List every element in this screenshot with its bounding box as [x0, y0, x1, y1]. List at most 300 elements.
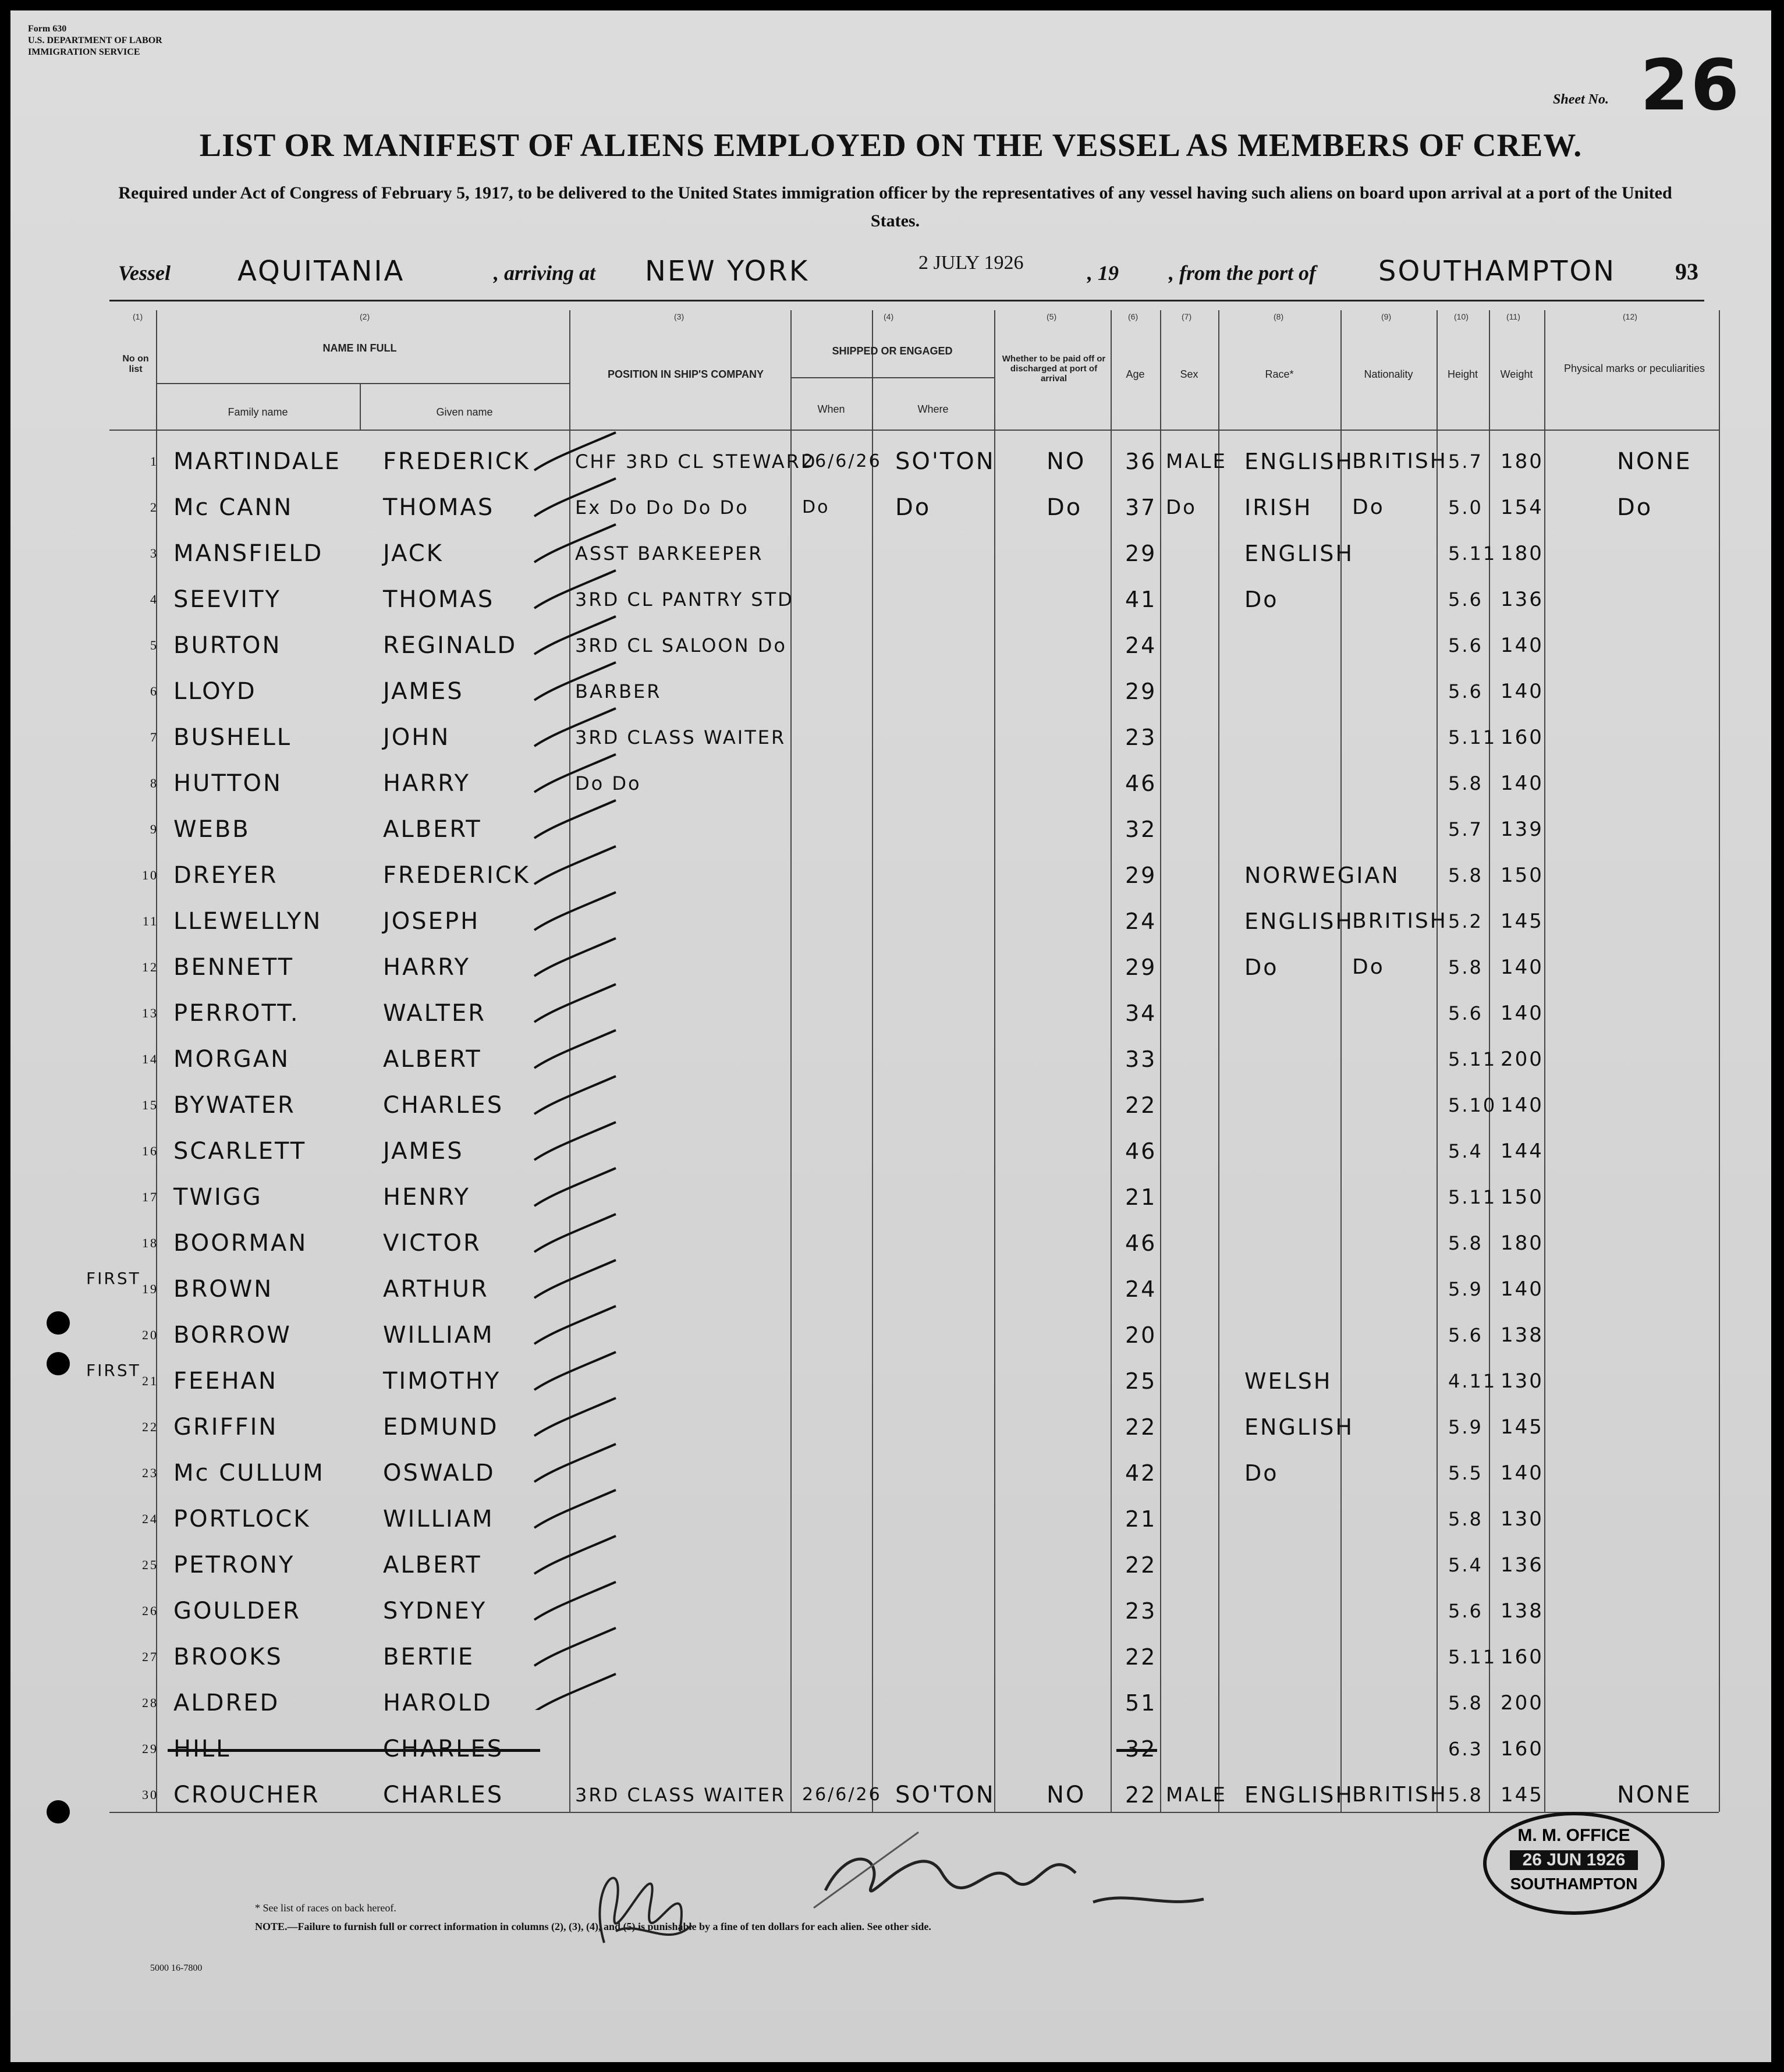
cell-given: TIMOTHY: [383, 1368, 501, 1395]
cell-position: BARBER: [575, 680, 662, 703]
cell-age: 34: [1125, 1000, 1157, 1026]
cell-paid: Do: [1047, 494, 1083, 521]
row-number: 1: [150, 454, 158, 469]
cell-age: 22: [1125, 1414, 1157, 1440]
colnum-8: (8): [1274, 312, 1284, 321]
col-family-name: Family name: [228, 406, 288, 418]
check-stroke: [534, 1674, 616, 1710]
crew-row: [10, 1404, 1771, 1450]
cell-given: CHARLES: [383, 1092, 504, 1119]
manifest-sheet: [10, 10, 1771, 2062]
check-stroke: [534, 1536, 616, 1574]
check-stroke: [534, 1398, 616, 1436]
page-reference: 93: [1675, 258, 1698, 285]
cell-weight: 160: [1501, 726, 1544, 749]
department-name: U.S. DEPARTMENT OF LABOR: [28, 36, 162, 45]
arrival-port: NEW YORK: [645, 255, 810, 288]
punch-hole: [47, 1311, 70, 1335]
port-of-label: , from the port of: [1169, 261, 1317, 285]
cell-where: Do: [895, 494, 931, 521]
cell-height: 5.11: [1448, 1048, 1497, 1070]
cell-given: FREDERICK: [383, 448, 530, 475]
cell-given: WILLIAM: [383, 1506, 494, 1532]
crew-row: [10, 1680, 1771, 1726]
cell-age: 29: [1125, 541, 1157, 566]
cell-given: JOHN: [383, 724, 451, 751]
cell-family: ALDRED: [173, 1690, 280, 1716]
cell-height: 5.8: [1448, 1692, 1483, 1714]
manifest-title: LIST OR MANIFEST OF ALIENS EMPLOYED ON THE VESSEL AS MEMBERS OF CREW.: [199, 127, 1583, 164]
cell-age: 22: [1125, 1782, 1157, 1808]
check-stroke: [534, 984, 616, 1022]
crew-row: [10, 1634, 1771, 1680]
row-number: 28: [142, 1695, 158, 1710]
check-stroke: [534, 1076, 616, 1114]
row-number: 23: [142, 1466, 158, 1480]
col-position: POSITION IN SHIP'S COMPANY: [608, 368, 764, 380]
cell-given: EDMUND: [383, 1414, 499, 1441]
cell-sex: Do: [1166, 496, 1197, 519]
cell-height: 5.6: [1448, 1600, 1483, 1622]
cell-age: 24: [1125, 1276, 1157, 1302]
cell-height: 5.6: [1448, 1002, 1483, 1024]
cell-height: 5.8: [1448, 772, 1483, 794]
cell-family: HILL: [173, 1736, 231, 1762]
cell-height: 5.4: [1448, 1554, 1483, 1576]
row-number: 21: [142, 1374, 158, 1388]
cell-race: Do: [1244, 955, 1279, 980]
cell-marks: NONE: [1617, 1782, 1692, 1808]
cell-when: 26/6/26: [802, 451, 882, 471]
check-stroke: [534, 1582, 616, 1620]
strike-through: [1116, 1749, 1157, 1752]
cell-given: ALBERT: [383, 1046, 482, 1073]
row-number: 4: [150, 592, 158, 606]
header-bottom-rule: [109, 430, 1719, 431]
cell-race: Do: [1244, 587, 1279, 612]
cell-height: 5.4: [1448, 1140, 1483, 1162]
cell-given: OSWALD: [383, 1460, 495, 1486]
cell-given: FREDERICK: [383, 862, 530, 889]
cell-marks: Do: [1617, 494, 1653, 521]
cell-given: ARTHUR: [383, 1276, 489, 1303]
cell-height: 5.11: [1448, 542, 1497, 565]
colnum-10: (10): [1454, 312, 1469, 321]
cell-weight: 140: [1501, 1094, 1544, 1117]
cell-age: 22: [1125, 1644, 1157, 1670]
cell-weight: 144: [1501, 1140, 1544, 1163]
cell-position: Do Do: [575, 772, 641, 794]
cell-sex: MALE: [1166, 1783, 1228, 1807]
row-number: 20: [142, 1328, 158, 1342]
cell-family: BURTON: [173, 632, 282, 659]
crew-row: [10, 1036, 1771, 1083]
colnum-9: (9): [1381, 312, 1392, 321]
colnum-6: (6): [1128, 312, 1139, 321]
cell-weight: 136: [1501, 588, 1544, 611]
cell-family: WEBB: [173, 816, 250, 843]
cell-weight: 145: [1501, 1415, 1544, 1439]
crew-row: [10, 530, 1771, 577]
cell-family: CROUCHER: [173, 1782, 320, 1808]
col-race: Race*: [1265, 368, 1294, 380]
cell-height: 5.2: [1448, 910, 1483, 932]
check-stroke: [534, 892, 616, 930]
crew-row: [10, 806, 1771, 853]
crew-row: [10, 1496, 1771, 1542]
col-weight: Weight: [1500, 368, 1533, 380]
cell-height: 5.7: [1448, 818, 1483, 840]
cell-weight: 130: [1501, 1369, 1544, 1393]
punch-hole: [47, 1352, 70, 1375]
cell-weight: 140: [1501, 1461, 1544, 1485]
check-stroke: [534, 478, 616, 516]
row-number: 5: [150, 638, 158, 652]
colnum-1: (1): [133, 312, 143, 321]
sheet-number: 26: [1640, 45, 1741, 126]
colnum-2: (2): [360, 312, 370, 321]
cell-position: Ex Do Do Do Do: [575, 496, 749, 519]
colnum-5: (5): [1047, 312, 1057, 321]
form-number: Form 630: [28, 24, 67, 34]
cell-marks: NONE: [1617, 448, 1692, 475]
cell-given: ALBERT: [383, 1552, 482, 1578]
crew-row: [10, 1450, 1771, 1496]
cell-height: 5.6: [1448, 1324, 1483, 1346]
cell-age: 33: [1125, 1046, 1157, 1072]
cell-nationality: BRITISH: [1352, 449, 1448, 473]
cell-height: 5.9: [1448, 1278, 1483, 1300]
cell-family: PETRONY: [173, 1552, 295, 1578]
cell-weight: 140: [1501, 634, 1544, 657]
check-stroke: [534, 1214, 616, 1252]
cell-age: 46: [1125, 1230, 1157, 1256]
cell-family: BENNETT: [173, 954, 294, 981]
cell-given: CHARLES: [383, 1782, 504, 1808]
cell-given: JOSEPH: [383, 908, 480, 935]
cell-given: WALTER: [383, 1000, 487, 1027]
check-stroke: [534, 1444, 616, 1482]
cell-given: HARRY: [383, 954, 470, 981]
row-number: 25: [142, 1557, 158, 1572]
col-no-on-list: No on list: [122, 354, 149, 374]
cell-weight: 140: [1501, 680, 1544, 703]
cell-when: Do: [802, 497, 830, 517]
cell-height: 5.8: [1448, 1508, 1483, 1530]
crew-row: [10, 898, 1771, 945]
cell-when: 26/6/26: [802, 1784, 882, 1805]
cell-where: SO'TON: [895, 1782, 995, 1808]
check-stroke: [534, 1260, 616, 1298]
cell-height: 5.8: [1448, 864, 1483, 886]
row-number: 15: [142, 1098, 158, 1112]
cell-age: 41: [1125, 587, 1157, 612]
cell-weight: 180: [1501, 542, 1544, 565]
cell-weight: 140: [1501, 1278, 1544, 1301]
stamp-office: M. M. OFFICE: [1517, 1826, 1630, 1845]
cell-age: 20: [1125, 1322, 1157, 1348]
cell-family: GRIFFIN: [173, 1414, 278, 1441]
check-stroke: [534, 1490, 616, 1528]
cell-weight: 154: [1501, 496, 1544, 519]
cell-age: 32: [1125, 817, 1157, 842]
cell-given: CHARLES: [383, 1736, 504, 1762]
cell-family: GOULDER: [173, 1598, 301, 1624]
cell-family: DREYER: [173, 862, 278, 889]
cell-given: JACK: [383, 540, 444, 567]
cell-nationality: BRITISH: [1352, 909, 1448, 933]
check-stroke: [534, 754, 616, 792]
cell-age: 29: [1125, 955, 1157, 980]
colnum-12: (12): [1623, 312, 1637, 321]
cell-paid: NO: [1047, 1782, 1086, 1808]
crew-row: [10, 1128, 1771, 1175]
crew-row: [10, 576, 1771, 623]
row-number: 27: [142, 1649, 158, 1664]
cell-weight: 180: [1501, 450, 1544, 473]
cell-race: Do: [1244, 1460, 1279, 1486]
row-number: 13: [142, 1006, 158, 1020]
sheet-label: Sheet No.: [1553, 92, 1609, 107]
check-stroke: [534, 708, 616, 746]
cell-age: 24: [1125, 909, 1157, 934]
check-stroke: [534, 1352, 616, 1390]
col-where: Where: [917, 403, 949, 415]
cell-height: 5.11: [1448, 1646, 1497, 1668]
cell-family: MARTINDALE: [173, 448, 341, 475]
cell-race: ENGLISH: [1244, 541, 1354, 566]
cell-nationality: Do: [1352, 955, 1385, 979]
cell-where: SO'TON: [895, 448, 995, 475]
cell-weight: 145: [1501, 1783, 1544, 1807]
cell-sex: MALE: [1166, 450, 1228, 473]
crew-row: [10, 1542, 1771, 1588]
form-header-block: [28, 23, 162, 58]
colnum-7: (7): [1182, 312, 1192, 321]
cell-age: 29: [1125, 863, 1157, 888]
check-stroke: [534, 616, 616, 654]
check-stroke: [534, 524, 616, 562]
crew-row: [10, 1082, 1771, 1129]
crew-row: [10, 1174, 1771, 1221]
row-number: 8: [150, 776, 158, 790]
crew-row: [10, 1220, 1771, 1266]
cell-weight: 160: [1501, 1645, 1544, 1669]
crew-row: [10, 1312, 1771, 1358]
cell-height: 6.3: [1448, 1738, 1483, 1760]
row-number: 16: [142, 1144, 158, 1158]
cell-age: 25: [1125, 1368, 1157, 1394]
cell-family: BUSHELL: [173, 724, 292, 751]
crew-row: [10, 1266, 1771, 1312]
cell-given: ALBERT: [383, 816, 482, 843]
row-number: 24: [142, 1512, 158, 1526]
cell-family: LLOYD: [173, 678, 257, 705]
cell-height: 5.8: [1448, 1784, 1483, 1806]
signature: [802, 1821, 1221, 1920]
cell-age: 21: [1125, 1184, 1157, 1210]
footnote: * See list of races on back hereof.: [255, 1902, 396, 1914]
cell-height: 5.10: [1448, 1094, 1497, 1116]
cell-height: 4.11: [1448, 1370, 1497, 1392]
cell-age: 42: [1125, 1460, 1157, 1486]
row-number: 29: [142, 1741, 158, 1756]
cell-age: 23: [1125, 725, 1157, 750]
cell-given: THOMAS: [383, 586, 495, 613]
cell-race: ENGLISH: [1244, 1782, 1354, 1808]
cell-weight: 200: [1501, 1048, 1544, 1071]
cell-race: ENGLISH: [1244, 1414, 1354, 1440]
cell-height: 5.11: [1448, 726, 1497, 748]
strike-through: [168, 1749, 540, 1752]
cell-race: NORWEGIAN: [1244, 863, 1400, 888]
col-name-in-full: NAME IN FULL: [322, 342, 397, 354]
row-number: 12: [142, 960, 158, 974]
row-annotation: FIRST: [86, 1361, 141, 1380]
row-number: 30: [142, 1787, 158, 1802]
header-rule: [109, 300, 1704, 301]
row-number: 9: [150, 822, 158, 836]
crew-row: [10, 852, 1771, 899]
col-age: Age: [1126, 368, 1145, 380]
name-divider: [360, 383, 361, 430]
col-shipped: SHIPPED OR ENGAGED: [832, 345, 953, 357]
check-stroke: [534, 432, 616, 470]
crew-row: [10, 990, 1771, 1037]
cell-family: HUTTON: [173, 770, 282, 797]
check-stroke: [534, 1122, 616, 1160]
office-stamp: [1483, 1812, 1665, 1915]
cell-weight: 139: [1501, 818, 1544, 841]
check-stroke: [534, 1628, 616, 1666]
check-stroke: [534, 1030, 616, 1068]
row-number: 19: [142, 1282, 158, 1296]
cell-nationality: Do: [1352, 495, 1385, 519]
arriving-label: , arriving at: [494, 261, 596, 285]
cell-family: BOORMAN: [173, 1230, 308, 1257]
cell-given: HAROLD: [383, 1690, 492, 1716]
departure-port: SOUTHAMPTON: [1378, 255, 1616, 288]
cell-family: MORGAN: [173, 1046, 290, 1073]
cell-age: 46: [1125, 771, 1157, 796]
cell-family: Mc CULLUM: [173, 1460, 325, 1486]
cell-age: 24: [1125, 633, 1157, 658]
row-number: 3: [150, 546, 158, 560]
row-annotation: FIRST: [86, 1269, 141, 1288]
cell-weight: 200: [1501, 1691, 1544, 1715]
crew-row: [10, 668, 1771, 715]
row-number: 7: [150, 730, 158, 744]
cell-weight: 140: [1501, 1002, 1544, 1025]
cell-family: PERROTT.: [173, 1000, 300, 1027]
cell-age: 36: [1125, 449, 1157, 474]
row-number: 6: [150, 684, 158, 698]
row-number: 2: [150, 500, 158, 515]
service-name: IMMIGRATION SERVICE: [28, 47, 140, 57]
stamp-place: SOUTHAMPTON: [1510, 1875, 1638, 1893]
check-stroke: [534, 1168, 616, 1206]
cell-weight: 140: [1501, 772, 1544, 795]
vessel-name: AQUITANIA: [237, 255, 405, 288]
cell-age: 51: [1125, 1690, 1157, 1716]
cell-family: MANSFIELD: [173, 540, 324, 567]
cell-given: SYDNEY: [383, 1598, 487, 1624]
cell-given: HENRY: [383, 1184, 470, 1211]
cell-weight: 180: [1501, 1232, 1544, 1255]
crew-row: [10, 622, 1771, 669]
check-stroke: [534, 1306, 616, 1344]
crew-row: [10, 944, 1771, 991]
cell-family: PORTLOCK: [173, 1506, 311, 1532]
cell-age: 22: [1125, 1092, 1157, 1118]
crew-row: [10, 1772, 1771, 1818]
check-stroke: [534, 938, 616, 976]
cell-weight: 150: [1501, 1186, 1544, 1209]
cell-height: 5.9: [1448, 1416, 1483, 1438]
punch-hole: [47, 1800, 70, 1823]
cell-given: BERTIE: [383, 1644, 475, 1670]
cell-age: 22: [1125, 1552, 1157, 1578]
cell-height: 5.8: [1448, 1232, 1483, 1254]
col-given-name: Given name: [436, 406, 493, 418]
row-number: 10: [142, 868, 158, 882]
cell-family: FEEHAN: [173, 1368, 278, 1395]
crew-row: [10, 438, 1771, 485]
penalty-note: NOTE.—Failure to furnish full or correct information in columns (2), (3), (4), and (5) is punishable by a fine of ten dollars for each alien. See other side.: [255, 1921, 931, 1932]
cell-given: JAMES: [383, 1138, 464, 1165]
cell-race: IRISH: [1244, 495, 1313, 520]
cell-given: VICTOR: [383, 1230, 481, 1257]
cell-height: 5.0: [1448, 496, 1483, 519]
check-stroke: [534, 662, 616, 700]
print-code: 5000 16-7800: [150, 1963, 203, 1973]
cell-race: ENGLISH: [1244, 449, 1354, 474]
row-number: 11: [142, 914, 158, 928]
cell-age: 46: [1125, 1138, 1157, 1164]
cell-height: 5.6: [1448, 588, 1483, 611]
cell-age: 37: [1125, 495, 1157, 520]
cell-weight: 130: [1501, 1507, 1544, 1531]
cell-weight: 150: [1501, 864, 1544, 887]
cell-given: JAMES: [383, 678, 464, 705]
row-number: 14: [142, 1052, 158, 1066]
crew-row: [10, 714, 1771, 761]
colnum-11: (11): [1506, 312, 1520, 321]
arrival-date: 2 JULY 1926: [918, 252, 1024, 274]
cell-height: 5.6: [1448, 680, 1483, 703]
crew-row: [10, 1588, 1771, 1634]
vessel-label: Vessel: [118, 261, 171, 285]
initials-scribble: [581, 1815, 709, 1954]
cell-family: LLEWELLYN: [173, 908, 322, 935]
cell-race: ENGLISH: [1244, 909, 1354, 934]
cell-height: 5.11: [1448, 1186, 1497, 1208]
row-number: 26: [142, 1603, 158, 1618]
cell-position: 3RD CLASS WAITER: [575, 726, 786, 748]
cell-given: REGINALD: [383, 632, 517, 659]
cell-given: HARRY: [383, 770, 470, 797]
cell-weight: 145: [1501, 910, 1544, 933]
name-subrule: [156, 383, 569, 384]
check-stroke: [534, 800, 616, 838]
cell-weight: 160: [1501, 1737, 1544, 1761]
row-number: 17: [142, 1190, 158, 1204]
stamp-date: 26 JUN 1926: [1510, 1850, 1638, 1870]
cell-height: 5.7: [1448, 450, 1483, 473]
check-stroke: [534, 570, 616, 608]
cell-nationality: BRITISH: [1352, 1783, 1448, 1807]
cell-family: SCARLETT: [173, 1138, 307, 1165]
